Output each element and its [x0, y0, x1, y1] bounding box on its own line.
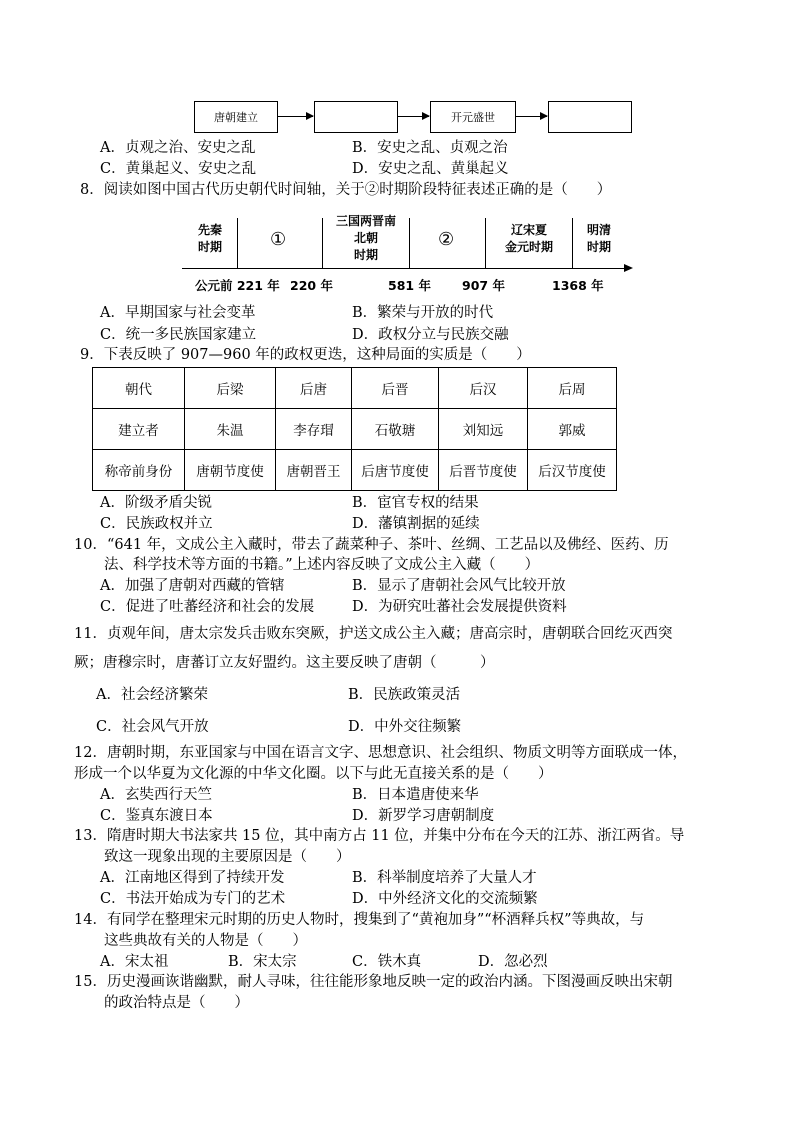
timeline-segment-three-kingdoms: 三国两晋南 北朝 时期	[335, 214, 396, 262]
timeline-axis	[182, 268, 627, 269]
table-cell: 郭威	[528, 409, 617, 450]
table-cell: 后晋节度使	[439, 450, 528, 491]
q12-option-a[interactable]: A．玄奘西行天竺	[100, 787, 212, 803]
timeline-label-581: 581 年	[388, 278, 431, 293]
table-cell: 石敬瑭	[352, 409, 439, 450]
flow-box-kaiyuan: 开元盛世	[430, 101, 516, 133]
q10-stem-line1: 10．“641 年，文成公主入藏时，带去了蔬菜种子、茶叶、丝绸、工艺品以及佛经、医药、历	[74, 537, 669, 553]
q12-stem-line1: 12．唐朝时期，东亚国家与中国在语言文字、思想意识、社会组织、物质文明等方面联成一体，	[74, 745, 687, 761]
q14-option-d[interactable]: D．忽必烈	[478, 954, 548, 970]
q10-option-a[interactable]: A．加强了唐朝对西藏的管辖	[100, 578, 285, 594]
q9-stem: 9．下表反映了 907—960 年的政权更迭，这种局面的实质是（ ）	[80, 347, 531, 363]
timeline-segment-ming-qing: 明清 时期	[586, 223, 611, 254]
q14-stem-line2: 这些典故有关的人物是（ ）	[104, 933, 307, 949]
q8-option-a[interactable]: A．早期国家与社会变革	[100, 305, 256, 321]
table-cell: 李存瑁	[276, 409, 352, 450]
q9-option-b[interactable]: B．宦官专权的结果	[352, 495, 479, 511]
flow-arrow	[397, 116, 429, 117]
q14-option-c[interactable]: C．铁木真	[352, 954, 422, 970]
q8-option-c[interactable]: C．统一多民族国家建立	[100, 327, 257, 343]
q12-option-d[interactable]: D．新罗学习唐朝制度	[352, 808, 495, 824]
q11-option-c[interactable]: C．社会风气开放	[96, 719, 209, 735]
q12-stem-line2: 形成一个以华夏为文化源的中华文化圈。以下与此无直接关系的是（ ）	[74, 766, 553, 782]
flow-arrow	[515, 116, 547, 117]
table-cell: 后唐节度使	[352, 450, 439, 491]
flow-arrow	[277, 116, 313, 117]
q13-option-d[interactable]: D．中外经济文化的交流频繁	[352, 891, 538, 907]
table-cell: 刘知远	[439, 409, 528, 450]
q12-option-b[interactable]: B．日本遣唐使来华	[352, 787, 479, 803]
timeline-label-1368: 1368 年	[552, 278, 604, 293]
q15-stem-line1: 15．历史漫画诙谐幽默，耐人寻味，往往能形象地反映一定的政治内涵。下图漫画反映出宋朝	[74, 974, 673, 990]
q10-option-d[interactable]: D．为研究吐蕃社会发展提供资料	[352, 599, 567, 615]
table-cell: 唐朝节度使	[185, 450, 276, 491]
q7-option-a[interactable]: A．贞观之治、安史之乱	[100, 140, 256, 156]
table-cell: 后梁	[185, 368, 276, 409]
q13-stem-line2: 致这一现象出现的主要原因是（ ）	[104, 849, 351, 865]
q9-option-c[interactable]: C．民族政权并立	[100, 516, 213, 532]
q13-option-a[interactable]: A．江南地区得到了持续开发	[100, 870, 285, 886]
flow-box-blank-2	[548, 101, 632, 133]
timeline-segment-pre-qin: 先秦 时期	[197, 223, 222, 254]
q14-option-a[interactable]: A．宋太祖	[100, 954, 169, 970]
table-cell: 朱温	[185, 409, 276, 450]
timeline-segment-2: ②	[438, 229, 455, 250]
table-cell: 后汉节度使	[528, 450, 617, 491]
q11-option-b[interactable]: B．民族政策灵活	[348, 687, 461, 703]
table-row	[93, 368, 617, 409]
q10-option-c[interactable]: C．促进了吐蕃经济和社会的发展	[100, 599, 315, 615]
q10-stem-line2: 法、科学技术等方面的书籍。”上述内容反映了文成公主入藏（ ）	[104, 557, 540, 573]
q9-option-a[interactable]: A．阶级矛盾尖锐	[100, 495, 212, 511]
q14-stem-line1: 14．有同学在整理宋元时期的历史人物时，搜集到了“黄袍加身”“杯酒释兵权”等典故，与	[74, 912, 645, 928]
table-cell: 后汉	[439, 368, 528, 409]
q12-option-c[interactable]: C．鉴真东渡日本	[100, 808, 213, 824]
q8-stem: 8．阅读如图中国古代历史朝代时间轴，关于②时期阶段特征表述正确的是（ ）	[80, 182, 612, 198]
q13-option-b[interactable]: B．科举制度培养了大量人才	[352, 870, 537, 886]
q11-option-a[interactable]: A．社会经济繁荣	[96, 687, 208, 703]
q11-stem-line2: 厥；唐穆宗时，唐蕃订立友好盟约。这主要反映了唐朝（ ）	[74, 655, 495, 671]
timeline-label-220: 220 年	[290, 278, 333, 293]
flow-box-blank-1	[314, 101, 398, 133]
timeline-label-221bc: 公元前 221 年	[195, 278, 280, 293]
q7-option-d[interactable]: D．安史之乱、黄巢起义	[352, 161, 509, 177]
q9-option-d[interactable]: D．藩镇割据的延续	[352, 516, 480, 532]
q13-option-c[interactable]: C．书法开始成为专门的艺术	[100, 891, 286, 907]
table-cell: 后晋	[352, 368, 439, 409]
table-row	[93, 409, 617, 450]
flow-box-tang-founding: 唐朝建立	[194, 101, 278, 133]
q11-option-d[interactable]: D．中外交往频繁	[348, 719, 462, 735]
q7-option-b[interactable]: B．安史之乱、贞观之治	[352, 140, 508, 156]
q11-stem-line1: 11．贞观年间，唐太宗发兵击败东突厥，护送文成公主入藏；唐高宗时，唐朝联合回纥灭西突	[74, 626, 673, 642]
q13-stem-line1: 13．隋唐时期大书法家共 15 位，其中南方占 11 位，并集中分布在今天的江苏、浙江两省。导	[74, 828, 685, 844]
table-cell: 朝代	[93, 368, 185, 409]
q10-option-b[interactable]: B．显示了唐朝社会风气比较开放	[352, 578, 566, 594]
q8-option-b[interactable]: B．繁荣与开放的时代	[352, 305, 494, 321]
table-row	[93, 450, 617, 491]
timeline-arrowhead	[624, 264, 633, 272]
q15-stem-line2: 的政治特点是（ ）	[104, 995, 249, 1011]
table-cell: 唐朝晋王	[276, 450, 352, 491]
q8-option-d[interactable]: D．政权分立与民族交融	[352, 327, 509, 343]
table-cell: 后唐	[276, 368, 352, 409]
q7-option-c[interactable]: C．黄巢起义、安史之乱	[100, 161, 257, 177]
timeline-segment-1: ①	[270, 229, 287, 250]
timeline-segment-liao-song: 辽宋夏 金元时期	[504, 223, 553, 254]
table-cell: 建立者	[93, 409, 185, 450]
q9-dynasty-table	[92, 367, 617, 491]
q14-option-b[interactable]: B．宋太宗	[228, 954, 297, 970]
table-cell: 称帝前身份	[93, 450, 185, 491]
timeline-label-907: 907 年	[462, 278, 505, 293]
table-cell: 后周	[528, 368, 617, 409]
